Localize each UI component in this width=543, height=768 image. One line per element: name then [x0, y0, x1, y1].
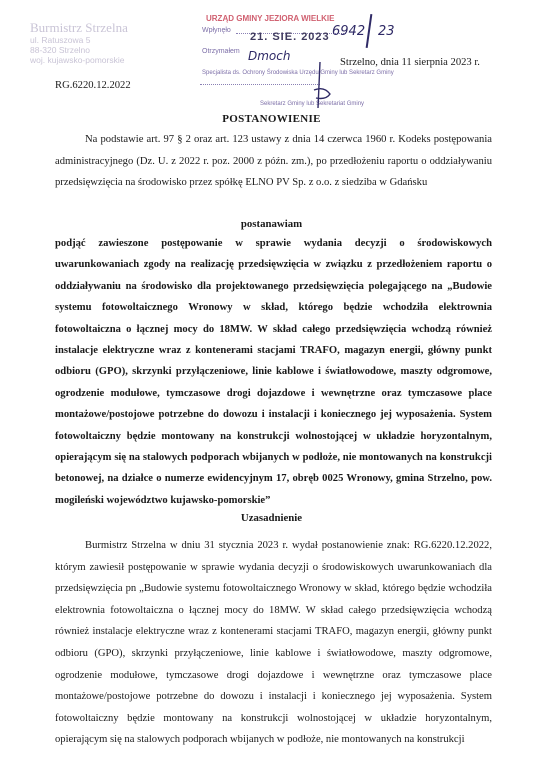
justification-body: Burmistrz Strzelna w dniu 31 stycznia 2023 r. wydał postanowienie znak: RG.6220.12.2022, którym zawiesił postępowanie w sprawie wydania decyzji o środowiskowych uwarunkowaniach dla przedsięwzięcia pn „Budowie systemu fotowoltaicznego Wronowy w skład, którego będzie wchodziła elektrownia fotowoltaiczna o łącznej mocy do 18MW. W skład całego przedsięwzięcia wchodzą również instalacje elektryczne wraz z kontenerami stacjami TRAFO, magazyn energii, główny punkt odbioru (GPO), skrzynki przyłączeniowe, linie kablowe i światłowodowe, maszty odgromowe, ogrodzenie modułowe, tymczasowe drogi dojazdowe i wewnętrzne oraz tymczasowe place montażowe/postojowe potrzebne do dowozu i instalacji i koniecznego jej wyposażenia. System fotowoltaiczny będzie montowany na konstrukcji wolnostojącej w układzie horyzontalnym, opierającym się na stalowych podporach wbijanych w podłoże, nie montowanych na konstrukcji [55, 540, 492, 746]
stamp-specialist-label: Specjalista ds. Ochrony Środowiska Urzędu Gminy lub Sekretarz Gminy [202, 70, 394, 76]
stamp-office: URZĄD GMINY JEZIORA WIELKIE [206, 14, 335, 23]
letterhead-line: 88-320 Strzelno [30, 45, 91, 55]
case-number-suffix: 23 [378, 24, 395, 39]
document-title: POSTANOWIENIE [222, 113, 321, 125]
stamp-initials: Dmoch [248, 49, 291, 63]
decision-body: podjąć zawieszone postępowanie w sprawie wydania decyzji o środowiskowych uwarunkowaniach zgody na realizację przedsięwzięcia w związku z przedłożeniem raportu o oddziaływaniu na środowisko dla projektowanego przedsięwzięcia polegającego na „Budowie systemu fotowoltaicznego Wronowy w skład, którego będzie wchodziła elektrownia fotowoltaiczna o łącznej mocy do 18MW. W skład całego przedsięwzięcia wchodzą również instalacje elektryczne wraz z kontenerami stacjami TRAFO, magazyn energii, główny punkt odbioru (GPO), skrzynki przyłączeniowe, linie kablowe i światłowodowe, maszty odgromowe, ogrodzenie modułowe, tymczasowe drogi dojazdowe i wewnętrzne oraz tymczasowe place montażowe/postojowe potrzebne do dowozu i instalacji i koniecznego jej wyposażenia. System fotowoltaiczny będzie montowany na konstrukcji wolnostojącej w układzie horyzontalnym, opierającym się na stalowych podporach wbijanych w podłoże, nie montowanych na konstrukcji betonowej, na działce o numerze ewidencyjnym 17, obręb 0025 Wronowy, gmina Strzelno, pow. mogileński województwo kujawsko-pomorskie” [55, 238, 492, 506]
signature-mark [300, 60, 340, 110]
stamp-received-date: 21. SIE. 2023 [250, 31, 330, 43]
letterhead-line: Burmistrz Strzelna [30, 20, 128, 35]
stamp-signature-label: Otrzymałem [202, 48, 240, 55]
letterhead [30, 20, 180, 65]
justification-heading: Uzasadnienie [240, 512, 303, 524]
stamp-foot-label: Sekretarz Gminy lub Sekretariat Gminy [260, 101, 365, 107]
letterhead-line: ul. Ratuszowa 5 [30, 35, 91, 45]
reference-number: RG.6220.12.2022 [55, 80, 131, 91]
decision-heading: postanawiam [240, 218, 303, 230]
letterhead-line: woj. kujawsko-pomorskie [30, 55, 125, 65]
intro-paragraph: Na podstawie art. 97 § 2 oraz art. 123 ustawy z dnia 14 czerwca 1960 r. Kodeks postępowania administracyjnego (Dz. U. z 2022 r. poz. 2000 z późn. zm.), po przedłożeniu raportu o oddziaływaniu przedsięwzięcia na środowisko przez spółkę ELNO PV Sp. z o.o. z siedziba w Gdańsku [55, 134, 492, 189]
case-number-main: 6942 [332, 24, 366, 39]
place-date: Strzelno, dnia 11 sierpnia 2023 r. [340, 57, 480, 68]
case-number [332, 24, 365, 39]
stamp-received-label: Wpłynęło [202, 27, 231, 34]
